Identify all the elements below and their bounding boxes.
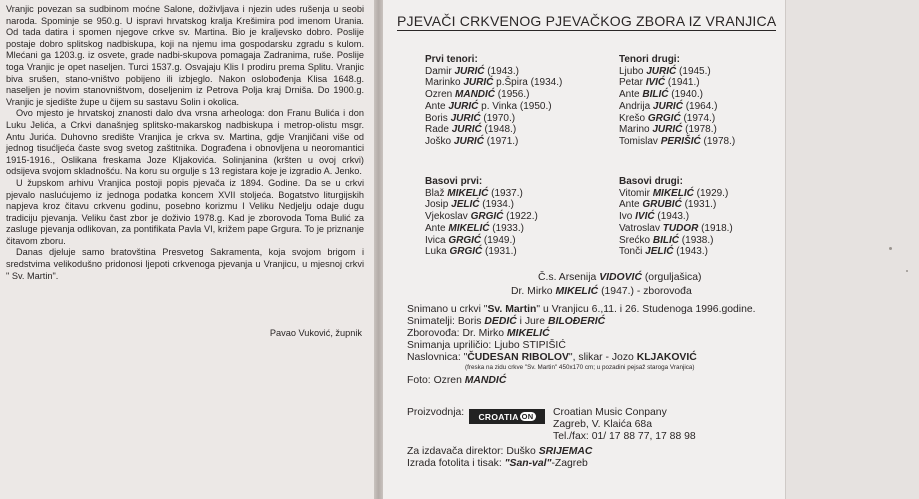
- member-first-name: Blaž: [425, 187, 445, 199]
- history-paragraph-3: U župskom arhivu Vranjica postoji popis pjevača iz 1894. Godine. Da se u crkvi pjevalo naslućujemo iz jednoga podatka koncem XVII stoljeća. Bogatstvo liturgijskih napjeva kroz čitavu crkvenu godinu, posebno korizmu I Veliku Nedjelju odaje dugu tradiciju pjevanja. Veliku čast zbor je doživio 1978.g. Kad je zborovoda Toma Bulić za zasluge pjevanja odlikovan, za pontifikata Pavla VI, križem pape Grgura. To je priznanje čitavom zboru.: [6, 177, 364, 246]
- member-surname: JURIĆ: [652, 124, 683, 136]
- member-row: [619, 66, 735, 78]
- member-row: [425, 124, 562, 136]
- member-note: (1943.): [657, 211, 690, 223]
- member-row: [619, 246, 733, 258]
- history-paragraph-1: Vranjic povezan sa sudbinom moćne Salone, doživljava i njezin udes rušenja u seobi naroda. Spominje se 950.g. U ispravi hrvatskog kralja Krešimira pod imenom Urania. Od tada datira i spomen njegove crkve sv. Martina. Bio je kraljevsko dobro. Poslije postaje dobro splitskog nadbiskupa, koji na njemu ima gospodarsku zgradu s kulom. Mlećani ga 1203.g. iz osvete, grade nadbi-skupova pomagaja Zadranima, ruše. Poslije toga Vranjic je opet naseljen. Turci 1537.g. Osvajaju Klis I prodiru prema Splitu. Vranjic biva srušen, stano-vništvo pobijeno ili izbjeglo. Nakon oslobođenja Klisa 1648.g. naseljen je novim stanovništvom, doseljenim iz Petrova Polja kraj Drniša. Do 1900.g. Vranjic je sjedište župe u čijem su sastavu Solin i okolica.: [6, 4, 364, 107]
- person-first: Č.s. Arsenija: [538, 272, 597, 283]
- member-note: (1937.): [491, 187, 523, 199]
- member-row: [619, 211, 733, 223]
- member-note: p. Vinka (1950.): [481, 100, 552, 112]
- member-note: (1948.): [484, 124, 517, 136]
- member-first-name: Luka: [425, 246, 447, 258]
- member-first-name: Ante: [425, 100, 446, 112]
- member-note: (1941.): [667, 77, 700, 89]
- member-surname: MANDIĆ: [455, 89, 496, 101]
- member-surname: JURIĆ: [453, 135, 484, 147]
- member-first-name: Vitomir: [619, 187, 650, 199]
- member-surname: IVIĆ: [635, 211, 655, 223]
- conductor-credit-line: Zborovođa: Dr. Mirko MIKELIĆ: [407, 328, 550, 339]
- member-row: [425, 101, 562, 113]
- member-surname: PERIŠIĆ: [660, 135, 701, 147]
- member-surname: JURIĆ: [652, 100, 683, 112]
- member-row: [425, 136, 562, 148]
- member-surname: JURIĆ: [646, 65, 677, 77]
- member-row: [425, 188, 538, 200]
- member-first-name: Vatroslav: [619, 222, 660, 234]
- member-note: (1940.): [671, 89, 703, 101]
- history-paragraph-4: Danas djeluje samo bratovština Presvetog Sakramenta, koja svojom brigom i sredstvima velikodušno pridonosi ljepoti crkvenoga pjevanja u Vranjicu, u mjesnoj crkvi " Sv. Martin".: [6, 247, 364, 281]
- member-first-name: Ivica: [425, 234, 446, 246]
- member-first-name: Srećko: [619, 234, 651, 246]
- person-last: VIDOVIĆ: [599, 272, 642, 283]
- member-note: (1943.): [487, 65, 519, 77]
- member-row: [619, 124, 735, 136]
- member-row: [619, 77, 735, 89]
- croatia-records-logo: CROATIA ON: [469, 409, 545, 424]
- member-surname: JURIĆ: [451, 124, 482, 136]
- member-surname: GRGIĆ: [448, 234, 482, 246]
- history-text: [6, 4, 364, 282]
- blank-flap: [786, 0, 919, 499]
- member-note: (1922.): [506, 211, 538, 223]
- photo-line: Foto: Ozren MANDIĆ: [407, 375, 507, 386]
- member-surname: JELIĆ: [645, 246, 674, 258]
- member-row: [619, 235, 733, 247]
- member-note: (1964.): [685, 100, 718, 112]
- member-row: [619, 101, 735, 113]
- person-note: (1947.) - zborovođa: [601, 286, 692, 297]
- member-first-name: Boris: [425, 112, 448, 124]
- member-first-name: Marinko: [425, 77, 461, 89]
- member-note: p.Špira (1934.): [496, 77, 563, 89]
- member-note: (1938.): [681, 234, 714, 246]
- group-label: Tenori drugi:: [619, 54, 680, 65]
- member-row: [425, 113, 562, 125]
- member-first-name: Petar: [619, 77, 643, 89]
- member-surname: JURIĆ: [454, 65, 485, 77]
- company-address: Zagreb, V. Klaića 68a: [553, 419, 652, 430]
- cover-line: Naslovnica: "ČUDESAN RIBOLOV", slikar - Jozo KLJAKOVIĆ: [407, 352, 697, 363]
- member-row: [425, 223, 538, 235]
- group-label: Prvi tenori:: [425, 54, 478, 65]
- signature: Pavao Vuković, župnik: [269, 328, 362, 338]
- member-surname: MIKELIĆ: [448, 222, 490, 234]
- member-surname: IVIĆ: [645, 77, 666, 89]
- member-first-name: Tomislav: [619, 135, 658, 147]
- member-note: (1949.): [483, 234, 516, 246]
- member-first-name: Krešo: [619, 112, 646, 124]
- member-row: [619, 223, 733, 235]
- member-row: [425, 199, 538, 211]
- member-surname: BILIĆ: [652, 234, 680, 246]
- member-row: [425, 246, 538, 258]
- member-first-name: Tonči: [619, 246, 643, 258]
- member-first-name: Vjekoslav: [425, 211, 468, 223]
- member-surname: JURIĆ: [463, 77, 494, 89]
- print-line: Izrada fotolita i tisak: "San-val"-Zagreb: [407, 458, 588, 469]
- producer-label: Proizvodnja:: [407, 407, 465, 418]
- member-row: [425, 211, 538, 223]
- member-row: [619, 113, 735, 125]
- engineers-line: Snimatelji: Boris DEDIĆ i Jure BILOĐERIĆ: [407, 316, 606, 327]
- member-surname: GRGIĆ: [449, 246, 483, 258]
- member-note: (1970.): [483, 112, 516, 124]
- member-surname: MIKELIĆ: [652, 187, 694, 199]
- speck: [906, 270, 908, 272]
- conductor-line: [511, 286, 692, 298]
- left-panel: [0, 0, 374, 499]
- member-row: [619, 199, 733, 211]
- organized-line: Snimanja upriličio: Ljubo STIPIŠIĆ: [407, 340, 566, 351]
- member-first-name: Ante: [619, 89, 640, 101]
- fold-line: [374, 0, 383, 499]
- member-note: (1933.): [492, 222, 524, 234]
- member-first-name: Andrija: [619, 100, 651, 112]
- member-first-name: Damir: [425, 65, 452, 77]
- member-first-name: Josip: [425, 199, 449, 211]
- member-first-name: Rade: [425, 124, 449, 136]
- organist-line: [538, 272, 701, 284]
- member-surname: JELIĆ: [451, 199, 480, 211]
- member-first-name: Ante: [619, 199, 640, 211]
- credits-block: [407, 304, 756, 387]
- member-surname: JURIĆ: [450, 112, 481, 124]
- group-label: Basovi drugi:: [619, 176, 683, 187]
- member-row: [425, 235, 538, 247]
- member-surname: GRGIĆ: [647, 112, 681, 124]
- member-note: (1931.): [684, 199, 717, 211]
- producer-address: [553, 407, 696, 443]
- member-note: (1956.): [497, 89, 530, 101]
- group-basovi-prvi: [425, 176, 538, 258]
- member-first-name: Joško: [425, 135, 452, 147]
- person-first: Dr. Mirko: [511, 286, 553, 297]
- person-last: MIKELIĆ: [555, 286, 599, 297]
- member-row: [619, 136, 735, 148]
- member-note: (1934.): [482, 199, 514, 211]
- group-label: Basovi prvi:: [425, 176, 483, 187]
- member-note: (1929.): [696, 187, 729, 199]
- director-line: Za izdavača direktor: Duško SRIJEMAC: [407, 446, 593, 457]
- page-title: PJEVAČI CRKVENOG PJEVAČKOG ZBORA IZ VRANJICA: [397, 13, 777, 29]
- group-basovi-drugi: [619, 176, 733, 258]
- member-surname: TUDOR: [662, 222, 699, 234]
- member-note: (1918.): [701, 222, 733, 234]
- member-row: [619, 188, 733, 200]
- cover-note: (freska na zidu crkve "Sv. Martin" 450x170 cm; u pozadini pejsaž staroga Vranjica): [465, 364, 695, 371]
- member-first-name: Ljubo: [619, 65, 644, 77]
- member-note: (1943.): [676, 246, 708, 258]
- member-row: [425, 77, 562, 89]
- member-surname: MIKELIĆ: [447, 187, 489, 199]
- member-note: (1974.): [683, 112, 716, 124]
- speck: [889, 247, 892, 250]
- member-note: (1945.): [679, 65, 711, 77]
- member-first-name: Ante: [425, 222, 446, 234]
- recorded-line: Snimano u crkvi "Sv. Martin" u Vranjicu 6.,11. i 26. Studenoga 1996.godine.: [407, 304, 756, 315]
- member-surname: BILIĆ: [642, 89, 669, 101]
- company-name: Croatian Music Conpany: [553, 407, 667, 418]
- history-paragraph-2: Ovo mjesto je hrvatskoj znanosti dalo dva vrsna arheologa: don Franu Bulića i don Luku Jelića, a Crkvi današnjeg splitsko-makarskog nadbiskupa i metrop-olistu msgr. Antu Jurića. Duhovno središte Vranjica je crkva sv. Martina, gdje Vranjičani više od jednog tisućljeća časte svog svetog zaštitnika. Dograđena i obnovljena u neoromantici 1915-1916., Oslikana freskama Joze Kljakovića. Solinjanina (kršten u ovoj crkvi) odsijeva svojom skladnošću. Na koru su orgulje s 13 registara koje je izgradio A. Jenko.: [6, 108, 364, 177]
- member-note: (1971.): [486, 135, 519, 147]
- group-tenori-drugi: [619, 54, 735, 148]
- member-note: (1978.): [685, 124, 717, 136]
- company-phone: Tel./fax: 01/ 17 88 77, 17 88 98: [553, 431, 696, 442]
- member-surname: GRUBIĆ: [642, 199, 682, 211]
- member-row: [619, 89, 735, 101]
- group-prvi-tenori: [425, 54, 562, 148]
- member-first-name: Ozren: [425, 89, 453, 101]
- publisher-block: [407, 446, 592, 470]
- person-note: (orguljašica): [644, 272, 702, 283]
- member-first-name: Marino: [619, 124, 650, 136]
- member-note: (1978.): [703, 135, 736, 147]
- member-surname: GRGIĆ: [470, 211, 504, 223]
- member-surname: JURIĆ: [448, 100, 479, 112]
- member-note: (1931.): [485, 246, 517, 258]
- member-row: [425, 66, 562, 78]
- member-first-name: Ivo: [619, 211, 633, 223]
- member-row: [425, 89, 562, 101]
